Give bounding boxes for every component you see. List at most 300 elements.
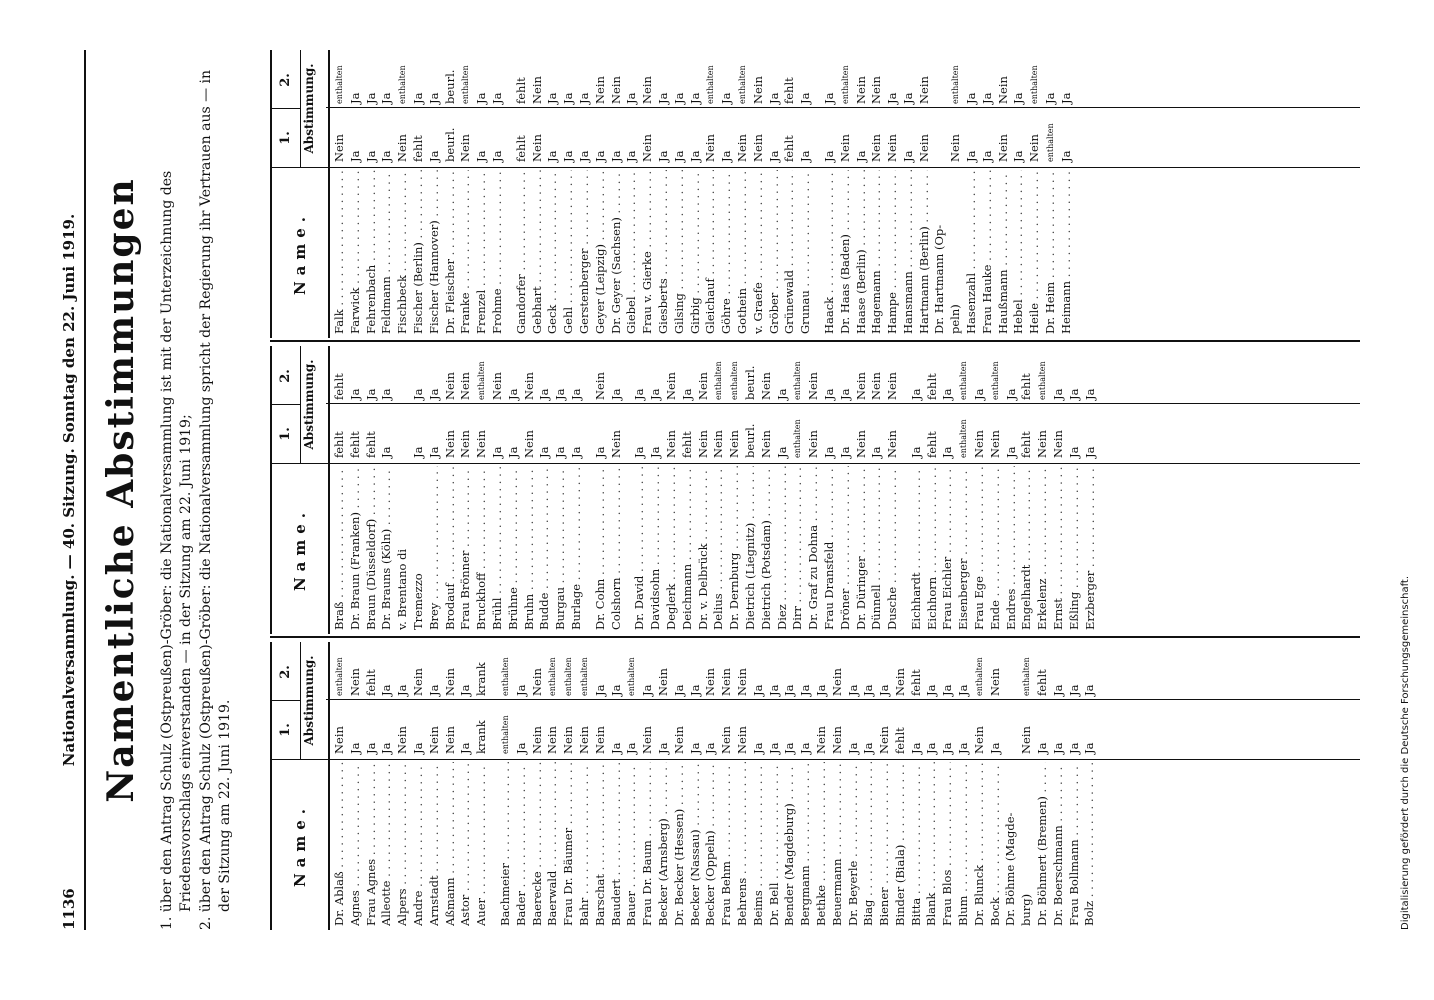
member-name: Frau Brönner . . . (458, 466, 474, 630)
vote-1: Ja (489, 446, 504, 458)
table-row (1035, 642, 1051, 930)
table-row (854, 50, 870, 338)
intro-item-1: 1. über den Antrag Schulz (Ostpreußen)-Gröber: die Nationalversammlung ist mit der Unterzeichnung des Friedensvorschlags einverstanden — in der Sitzung am 22. Juni 1919; (159, 170, 194, 930)
member-name: Baudert . . . (609, 762, 625, 926)
table-row (474, 642, 490, 930)
vote-1: Nein (719, 726, 734, 754)
vote-2: Ja (861, 684, 876, 696)
table-header (270, 346, 330, 634)
vote-1: Ja (687, 742, 702, 754)
member-name: Burlage . . . (569, 466, 585, 630)
vote-1: Nein (711, 430, 726, 458)
vote-2: Ja (640, 684, 655, 696)
vote-1: Nein (734, 134, 749, 162)
member-name: Dr. Graf zu Dohna . . . (806, 466, 822, 630)
vote-2: Ja (648, 388, 663, 400)
vote-2: Nein (458, 372, 473, 400)
table-row (1019, 346, 1035, 634)
vote-2: Nein (608, 76, 623, 104)
vote-2: Ja (474, 92, 489, 104)
vote-1: Nein (442, 430, 457, 458)
vote-1: Nein (561, 726, 576, 754)
vote-2: Ja (1043, 92, 1058, 104)
vote-1: Ja (861, 742, 876, 754)
running-title: Nationalversammlung. — 40. Sitzung. Sonntag den 22. Juni 1919. (60, 213, 78, 767)
member-name: Braß . . . (332, 466, 348, 630)
member-name: Dr. Braun (Franken) . . . (348, 466, 364, 630)
vote-1: Ja (1082, 446, 1097, 458)
vote-2: Ja (608, 684, 623, 696)
table-row (782, 642, 798, 930)
vote-2: Ja (592, 684, 607, 696)
table-row (711, 346, 727, 634)
vote-1: Ja (869, 446, 884, 458)
table-row (972, 642, 988, 930)
table-row (830, 642, 846, 930)
vote-2: enthalten (974, 657, 984, 696)
vote-2: Ja (900, 92, 915, 104)
table-row (1004, 346, 1020, 634)
member-name: Brühne . . . (506, 466, 522, 630)
vote-2: Nein (410, 668, 425, 696)
header-vote-1: 1. (278, 131, 293, 145)
table-row (443, 346, 459, 634)
vote-1: Ja (766, 150, 781, 162)
vote-2: Ja (379, 92, 394, 104)
table-row (348, 642, 364, 930)
table-row (861, 642, 877, 930)
member-name: Dr. Beyerle . . . (846, 762, 862, 926)
header-name: Name. (272, 759, 328, 930)
vote-1: Ja (505, 446, 520, 458)
table-row (569, 346, 585, 634)
member-name: Gehl . . . (561, 170, 577, 334)
table-row (474, 50, 490, 338)
member-name: Bock . . . (988, 762, 1004, 926)
vote-2: Ja (395, 684, 410, 696)
vote-2: Nein (347, 668, 362, 696)
table-row (458, 642, 474, 930)
vote-2: Nein (640, 76, 655, 104)
vote-1: Ja (426, 150, 441, 162)
vote-2: Ja (458, 684, 473, 696)
vote-2: Ja (924, 684, 939, 696)
page-title: Namentliche Abstimmungen (100, 177, 142, 803)
member-name: Davidsohn . . . (648, 466, 664, 630)
vote-1: Ja (553, 446, 568, 458)
vote-2: Ja (1003, 388, 1018, 400)
vote-column-1 (270, 642, 1360, 930)
vote-2: Ja (608, 388, 623, 400)
vote-2: Ja (513, 684, 528, 696)
vote-2: Nein (758, 372, 773, 400)
vote-1: Nein (1027, 134, 1042, 162)
vote-rows (332, 50, 1075, 338)
vote-2: Ja (1051, 388, 1066, 400)
vote-1: Ja (798, 150, 813, 162)
member-name: Hansmann . . . (901, 170, 917, 334)
page-number: 1136 (60, 888, 78, 930)
member-name: Braun (Düsseldorf) . . . (364, 466, 380, 630)
table-row (506, 346, 522, 634)
vote-1: Nein (853, 430, 868, 458)
table-row (790, 346, 806, 634)
vote-2: Ja (956, 684, 971, 696)
vote-2: Ja (363, 388, 378, 400)
section-gap (506, 50, 514, 338)
table-row (1003, 642, 1019, 930)
vote-1: Ja (671, 150, 686, 162)
table-row (1043, 50, 1059, 338)
vote-1: Ja (608, 742, 623, 754)
vote-1: Nein (426, 726, 441, 754)
vote-2: enthalten (706, 65, 716, 104)
member-name: Brey . . . (427, 466, 443, 630)
table-row (427, 642, 443, 930)
vote-2: enthalten (398, 65, 408, 104)
table-row (640, 642, 656, 930)
vote-2: Nein (695, 372, 710, 400)
member-name: Beims . . . (751, 762, 767, 926)
section-gap (585, 346, 593, 634)
member-name: Deichmann . . . (680, 466, 696, 630)
vote-1: Nein (458, 430, 473, 458)
table-row (656, 642, 672, 930)
vote-1: Nein (1035, 430, 1050, 458)
vote-1: Nein (332, 726, 346, 754)
vote-2: Ja (774, 388, 789, 400)
vote-2: Nein (592, 76, 607, 104)
table-row (530, 50, 546, 338)
vote-2: Ja (908, 388, 923, 400)
table-row (624, 642, 640, 930)
table-row (379, 346, 395, 634)
vote-1: Ja (592, 150, 607, 162)
vote-1: Nein (458, 134, 473, 162)
table-row (364, 346, 380, 634)
member-name: Frau Bollmann . . . (1067, 762, 1083, 926)
vote-2: Nein (987, 668, 1002, 696)
vote-2: Ja (766, 92, 781, 104)
member-name: Farwick . . . (348, 170, 364, 334)
vote-2: Ja (347, 92, 362, 104)
member-name: Göhre . . . (719, 170, 735, 334)
vote-1: fehlt (347, 431, 362, 458)
table-row (640, 50, 656, 338)
table-row (696, 346, 712, 634)
vote-2: Ja (568, 388, 583, 400)
vote-1: fehlt (679, 431, 694, 458)
vote-2: enthalten (951, 65, 961, 104)
table-row (822, 50, 838, 338)
vote-2: fehlt (1035, 669, 1050, 696)
table-row (703, 642, 719, 930)
table-row (1051, 642, 1067, 930)
member-name: Dr. David . . . (632, 466, 648, 630)
vote-2: Nein (719, 668, 734, 696)
member-name: Becker (Nassau) . . . (688, 762, 704, 926)
member-name: Falk . . . (332, 170, 348, 334)
table-row (854, 346, 870, 634)
vote-2: Nein (750, 76, 765, 104)
vote-2: enthalten (990, 361, 1000, 400)
digitization-note: Digitalisierung gefördert durch die Deutsche Forschungsgemeinschaft. (1400, 575, 1411, 930)
vote-2: Ja (426, 684, 441, 696)
header-vote-1: 1. (278, 427, 293, 441)
vote-2: Ja (426, 92, 441, 104)
table-row (577, 50, 593, 338)
section-gap (814, 50, 822, 338)
vote-1: Nein (545, 726, 560, 754)
table-row (932, 50, 948, 338)
vote-2: Ja (972, 388, 987, 400)
document-page (60, 50, 1370, 930)
table-row (767, 642, 783, 930)
vote-1: Nein (1051, 430, 1066, 458)
member-name: Bruhn . . . (522, 466, 538, 630)
vote-1: Nein (995, 134, 1010, 162)
table-row (1067, 642, 1083, 930)
vote-2: enthalten (737, 65, 747, 104)
vote-1: Ja (513, 742, 528, 754)
member-name: Bader . . . (514, 762, 530, 926)
vote-1: Ja (1058, 150, 1073, 162)
table-row (869, 50, 885, 338)
member-name: Dr. Boerschmann . . . (1051, 762, 1067, 926)
vote-1: Ja (900, 150, 915, 162)
vote-2: Nein (995, 76, 1010, 104)
vote-1: Nein (474, 430, 489, 458)
member-name: Endres . . . (1004, 466, 1020, 630)
vote-2: Ja (505, 388, 520, 400)
member-name: Gothein . . . (735, 170, 751, 334)
member-name: Becker (Oppeln) . . . (703, 762, 719, 926)
table-row (798, 642, 814, 930)
vote-2: Ja (1058, 92, 1073, 104)
header-vote-label: Abstimmung. (302, 359, 316, 450)
vote-2: fehlt (363, 669, 378, 696)
vote-1: Ja (687, 150, 702, 162)
table-row (703, 50, 719, 338)
member-name: Blum . . . (956, 762, 972, 926)
table-row (490, 50, 506, 338)
vote-tables (270, 50, 1360, 930)
member-name: Fischbeck . . . (395, 170, 411, 334)
table-row (522, 346, 538, 634)
vote-2: Ja (845, 684, 860, 696)
table-row (822, 346, 838, 634)
table-row (395, 642, 411, 930)
vote-1: beurl. (442, 127, 457, 162)
member-name: Deglerk . . . (664, 466, 680, 630)
header-rule (84, 50, 86, 930)
vote-2: Nein (442, 668, 457, 696)
member-name: peln) (948, 304, 963, 334)
table-row (727, 346, 743, 634)
vote-2: Nein (892, 668, 907, 696)
member-name: Dietrich (Liegnitz) . . . (743, 466, 759, 630)
table-row (379, 642, 395, 930)
table-row (814, 642, 830, 930)
header-vote (272, 642, 328, 759)
vote-2: Ja (766, 684, 781, 696)
vote-2: Ja (885, 92, 900, 104)
member-name: Giebel . . . (624, 170, 640, 334)
vote-2: Ja (671, 92, 686, 104)
vote-2: Ja (821, 92, 836, 104)
table-row (632, 346, 648, 634)
vote-1: Ja (821, 150, 836, 162)
table-row (609, 642, 625, 930)
vote-2: enthalten (1030, 65, 1040, 104)
vote-1: fehlt (782, 135, 797, 162)
member-name: Dr. Becker (Hessen) . . . (672, 762, 688, 926)
vote-2: Ja (632, 388, 647, 400)
member-name: Dusche . . . (885, 466, 901, 630)
table-row (885, 50, 901, 338)
member-name: Arnstadt . . . (427, 762, 443, 926)
header-name: Name. (272, 167, 328, 338)
member-name: Dr. Haas (Baden) . . . (838, 170, 854, 334)
vote-1: Ja (347, 150, 362, 162)
vote-1: enthalten (500, 715, 510, 754)
vote-1: Ja (632, 446, 647, 458)
header-vote-2: 2. (278, 665, 293, 679)
vote-1: Nein (640, 726, 655, 754)
vote-2: enthalten (714, 361, 724, 400)
vote-1: Nein (734, 726, 749, 754)
member-name: Franke . . . (458, 170, 474, 334)
header-vote-1: 1. (278, 723, 293, 737)
vote-1: Ja (568, 446, 583, 458)
member-name: Frau Behm . . . (719, 762, 735, 926)
table-row (443, 50, 459, 338)
member-name: Dr. v. Delbrück . . . (696, 466, 712, 630)
vote-rows (332, 346, 1098, 634)
vote-2: enthalten (959, 361, 969, 400)
vote-2: Nein (734, 668, 749, 696)
table-row (719, 642, 735, 930)
vote-2: Ja (1011, 92, 1026, 104)
member-name: Alpers . . . (395, 762, 411, 926)
member-name: Biener . . . (877, 762, 893, 926)
page-header (60, 50, 82, 930)
vote-1: Ja (908, 742, 923, 754)
vote-2: Ja (379, 388, 394, 400)
table-row (672, 642, 688, 930)
header-vote-2: 2. (278, 369, 293, 383)
vote-2: Ja (561, 92, 576, 104)
member-name: Beuermann . . . (830, 762, 846, 926)
vote-1: Ja (379, 742, 394, 754)
vote-2: Ja (813, 684, 828, 696)
table-row (838, 50, 854, 338)
header-vote-numbers (272, 50, 301, 167)
vote-2: enthalten (579, 657, 589, 696)
table-row (680, 346, 696, 634)
vote-1: Nein (695, 430, 710, 458)
vote-2: Nein (869, 372, 884, 400)
vote-1: Ja (782, 742, 797, 754)
vote-1: Ja (1050, 742, 1065, 754)
vote-2: Ja (782, 684, 797, 696)
member-name: Blank . . . (924, 762, 940, 926)
vote-2: Ja (624, 92, 639, 104)
table-row (798, 50, 814, 338)
vote-1: fehlt (892, 727, 907, 754)
vote-1: Nein (750, 134, 765, 162)
table-row (956, 642, 972, 930)
vote-1: fehlt (1019, 431, 1034, 458)
table-row (332, 50, 348, 338)
table-row (1067, 346, 1083, 634)
table-row (909, 346, 925, 634)
table-row (411, 50, 427, 338)
vote-2: fehlt (908, 669, 923, 696)
vote-2: enthalten (335, 65, 344, 104)
vote-1: Nein (663, 430, 678, 458)
table-row (988, 642, 1004, 930)
table-header (270, 642, 330, 930)
member-name: Gleichauf . . . (703, 170, 719, 334)
table-row (751, 642, 767, 930)
table-header (270, 50, 330, 338)
vote-1: enthalten (793, 419, 803, 458)
member-name: Ende . . . (988, 466, 1004, 630)
vote-2: fehlt (332, 373, 346, 400)
vote-2: Ja (821, 388, 836, 400)
table-row (988, 346, 1004, 634)
member-name: Gilsing . . . (672, 170, 688, 334)
member-name: Baerecke . . . (530, 762, 546, 926)
table-row (846, 642, 862, 930)
vote-1: Ja (410, 742, 425, 754)
member-name: Fischer (Berlin) . . . (411, 170, 427, 334)
vote-1: Ja (964, 150, 979, 162)
vote-2: Nein (829, 668, 844, 696)
vote-1: Ja (489, 150, 504, 162)
vote-2: Ja (489, 92, 504, 104)
vote-2: Ja (798, 684, 813, 696)
vote-2: Nein (703, 668, 718, 696)
vote-2: Ja (347, 388, 362, 400)
member-name: Bachmeier . . . (498, 762, 514, 926)
header-vote (272, 50, 328, 167)
vote-2: fehlt (782, 77, 797, 104)
table-row (759, 346, 775, 634)
member-name: Frau Blos . . . (940, 762, 956, 926)
member-name: Colshorn . . . (609, 466, 625, 630)
vote-2: Ja (410, 388, 425, 400)
vote-2: Nein (529, 76, 544, 104)
vote-2: enthalten (564, 657, 574, 696)
table-row (498, 642, 514, 930)
member-name: Dr. Hartmann (Op- (932, 224, 947, 334)
vote-1: Ja (940, 742, 955, 754)
vote-1: Ja (1003, 446, 1018, 458)
member-name: Geck . . . (545, 170, 561, 334)
vote-2: Ja (687, 92, 702, 104)
vote-2: Ja (1082, 684, 1097, 696)
vote-2: Ja (837, 388, 852, 400)
vote-2: Nein (806, 372, 821, 400)
member-name: Hampe . . . (885, 170, 901, 334)
member-name: Hasenzahl . . . (964, 170, 980, 334)
header-vote-label: Abstimmung. (302, 63, 316, 154)
vote-2: krank (474, 662, 489, 696)
section-gap (490, 642, 498, 930)
member-name: Bethke . . . (814, 762, 830, 926)
